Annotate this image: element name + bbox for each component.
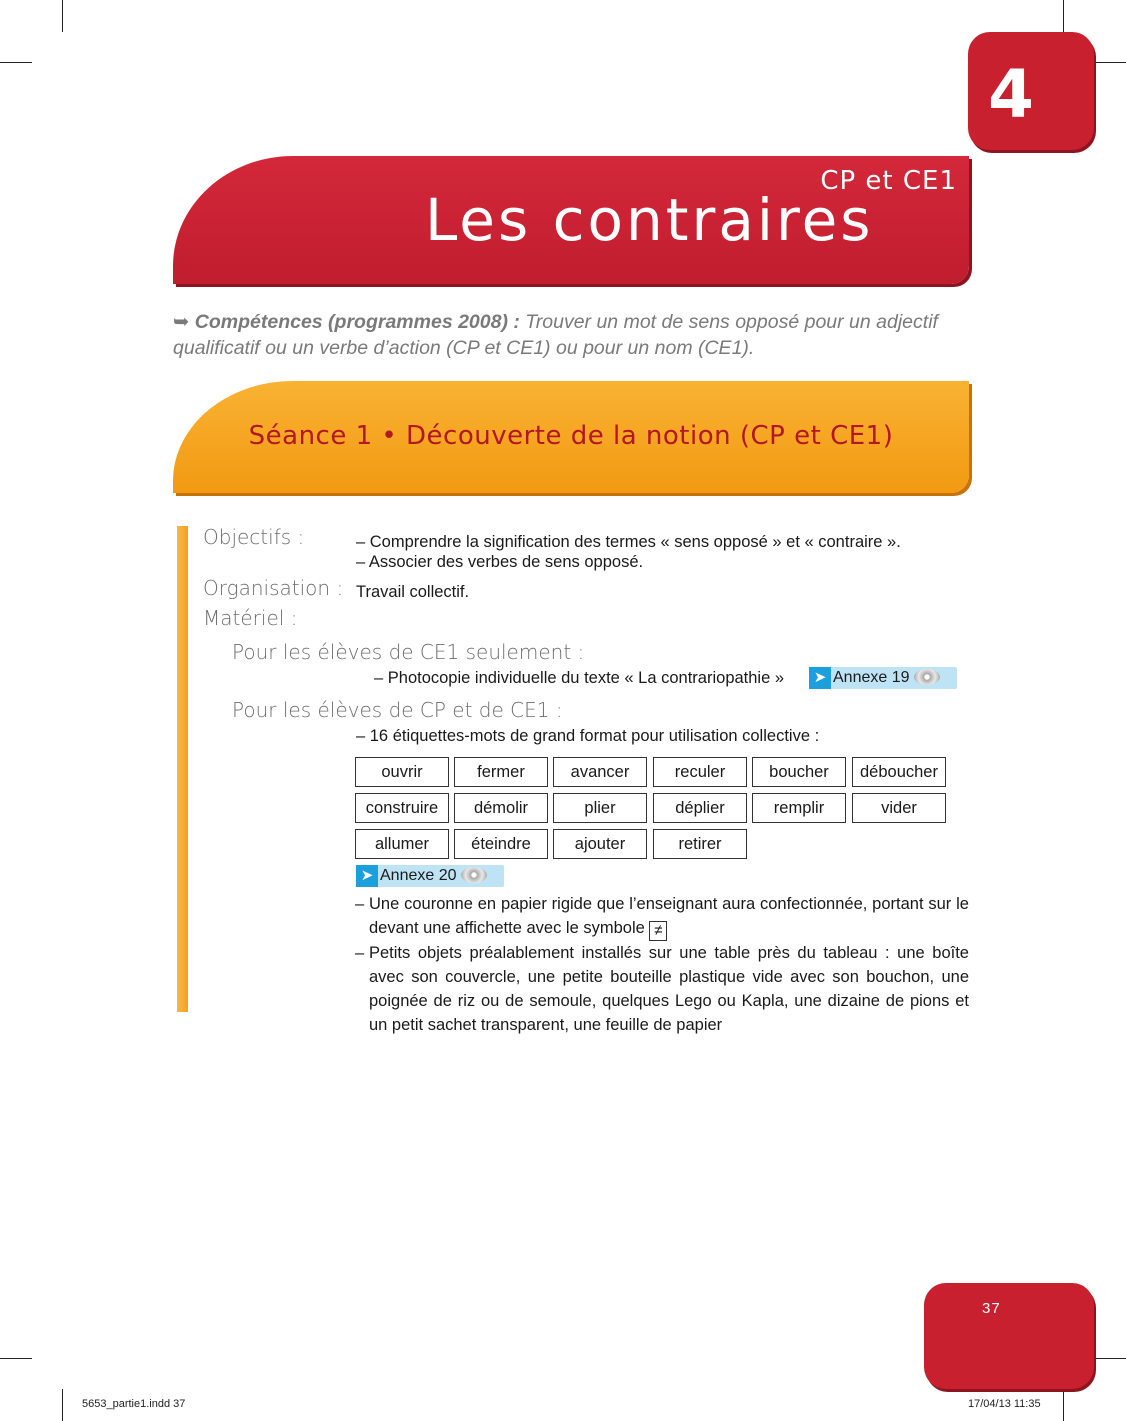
word-label: vider <box>852 793 946 823</box>
page-tab <box>924 1283 1094 1389</box>
chapter-title: Les contraires <box>425 186 874 254</box>
cd-icon <box>914 669 940 685</box>
chevron-right-icon: ➤ <box>809 667 831 689</box>
word-label: boucher <box>752 757 846 787</box>
title-banner <box>173 156 969 284</box>
word-label: avancer <box>553 757 647 787</box>
objectif-item: – Comprendre la signification des termes « sens opposé » et « contraire ». <box>356 533 901 551</box>
word-label: remplir <box>752 793 846 823</box>
objectifs-label: Objectifs : <box>203 525 305 549</box>
crop-mark <box>0 1358 32 1359</box>
ce1-item: – Photocopie individuelle du texte « La contrariopathie » <box>374 669 785 687</box>
crop-mark <box>1094 62 1126 63</box>
bullet-dash: – <box>355 895 365 913</box>
word-label: déboucher <box>852 757 946 787</box>
bullet-text: Petits objets préalablement installés sur une table près du tableau : une boîte avec son couvercle, une petite bouteille plastique vide avec son bouchon, une poignée de riz ou de semoule, quelques Lego ou Kapla, une dizaine de pions et un petit sachet transparent, une feuille de papier <box>369 944 969 1034</box>
word-label: retirer <box>653 829 747 859</box>
bullet-crown <box>355 892 969 941</box>
crop-mark <box>1094 1358 1126 1359</box>
cp-ce1-label: Pour les élèves de CP et de CE1 : <box>232 698 563 722</box>
word-label: éteindre <box>454 829 548 859</box>
organisation-value: Travail collectif. <box>356 583 470 601</box>
bullet-objects <box>355 941 969 1037</box>
session-banner <box>173 381 969 493</box>
competences-label: Compétences (programmes 2008) : <box>194 311 520 333</box>
word-label: reculer <box>653 757 747 787</box>
crop-mark <box>0 62 32 63</box>
chapter-number: 4 <box>988 56 1034 133</box>
crop-mark <box>62 0 63 32</box>
slug-file: 5653_partie1.indd 37 <box>82 1398 186 1410</box>
word-label: démolir <box>454 793 548 823</box>
word-label: allumer <box>355 829 449 859</box>
annex-19-link[interactable] <box>809 667 957 689</box>
annex-label: Annexe 20 <box>380 867 457 884</box>
side-bar <box>177 526 188 1012</box>
competences-text: Trouver un mot de sens opposé pour un adjectif qualificatif ou un verbe d’action (CP et CE1) ou pour un nom (CE1). <box>173 311 938 359</box>
session-title: Séance 1 • Découverte de la notion (CP et CE1) <box>248 421 894 451</box>
chevron-right-icon: ➤ <box>356 865 378 887</box>
chapter-level: CP et CE1 <box>820 166 957 196</box>
ce1-label: Pour les élèves de CE1 seulement : <box>232 640 585 664</box>
slug-date: 17/04/13 11:35 <box>968 1398 1041 1410</box>
word-label: fermer <box>454 757 548 787</box>
crop-mark <box>1063 0 1064 32</box>
cp-ce1-item: – 16 étiquettes-mots de grand format pour utilisation collective : <box>356 727 820 745</box>
materiel-label: Matériel : <box>203 606 298 630</box>
crop-mark <box>1063 1389 1064 1421</box>
crop-mark <box>62 1389 63 1421</box>
organisation-label: Organisation : <box>203 576 344 600</box>
word-label: ouvrir <box>355 757 449 787</box>
word-label: ajouter <box>553 829 647 859</box>
competences <box>173 309 963 361</box>
word-label: construire <box>355 793 449 823</box>
cd-icon <box>461 867 487 883</box>
annex-label: Annexe 19 <box>833 669 910 686</box>
page-number: 37 <box>982 1300 1001 1317</box>
arrow-icon: ➥ <box>173 311 190 333</box>
bullet-text: Une couronne en papier rigide que l’enseignant aura confectionnée, portant sur le devant une affichette avec le symbole <box>369 895 969 937</box>
not-equal-symbol: ≠ <box>649 921 667 941</box>
word-label: plier <box>553 793 647 823</box>
objectif-item: – Associer des verbes de sens opposé. <box>356 553 644 571</box>
bullet-dash: – <box>355 944 365 962</box>
annex-20-link[interactable] <box>356 865 504 887</box>
word-label: déplier <box>653 793 747 823</box>
